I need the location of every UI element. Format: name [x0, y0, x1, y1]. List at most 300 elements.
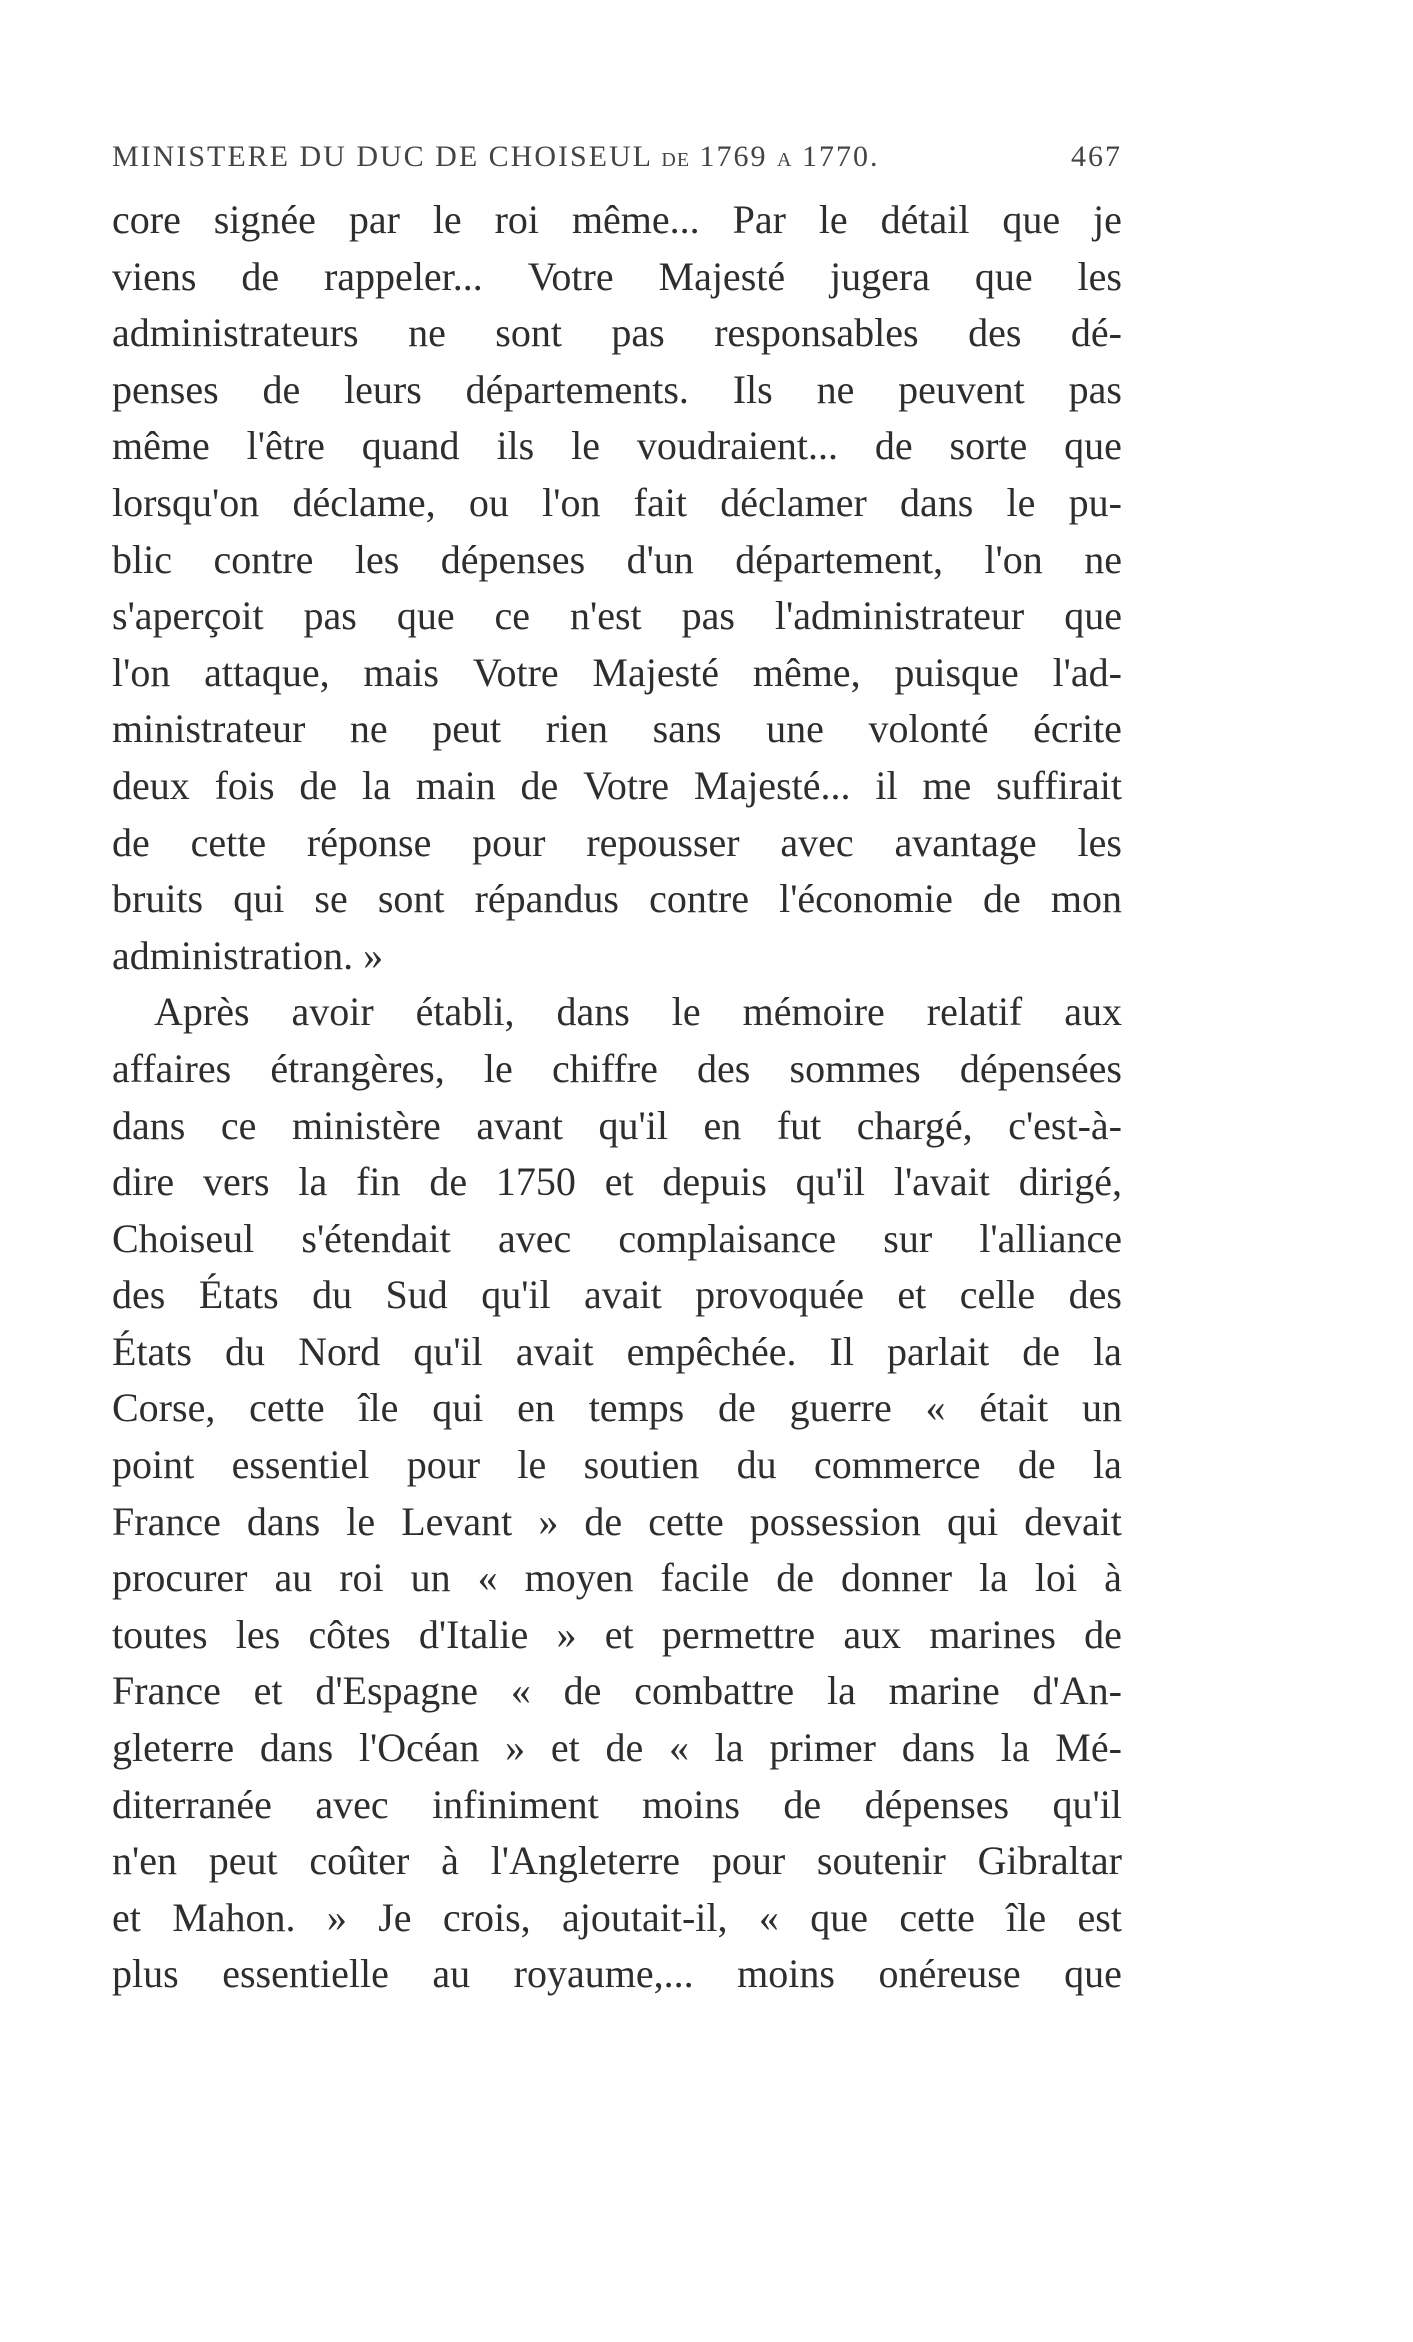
word: et [897, 1272, 927, 1318]
word: que [1002, 197, 1061, 242]
word: 1750 [495, 1159, 576, 1205]
text-line [112, 1041, 1122, 1098]
word: des [968, 310, 1022, 356]
text-line [112, 1437, 1122, 1494]
word: ne [816, 366, 855, 412]
word: marine [888, 1668, 1000, 1714]
word: je [1093, 197, 1122, 242]
word: toutes [112, 1611, 208, 1657]
word: Corse, [112, 1385, 216, 1431]
word: ministrateur [112, 706, 306, 752]
word: chiffre [551, 1045, 658, 1091]
word: volonté [868, 706, 989, 752]
word: Majesté... [693, 762, 851, 808]
word: la [362, 762, 391, 808]
book-page [112, 140, 1122, 2003]
running-head [112, 140, 1122, 190]
word: dépenses [864, 1781, 1010, 1827]
word: qu'il [413, 1328, 483, 1374]
word: l'on [542, 479, 601, 525]
word: lorsqu'on [112, 479, 260, 525]
word: roi [494, 197, 540, 242]
word: ou [468, 479, 509, 525]
word: qu'il [481, 1272, 551, 1318]
word: chargé, [856, 1102, 973, 1148]
word: penses [112, 366, 219, 412]
word: n'est [570, 593, 642, 639]
word: dépenses [440, 536, 586, 582]
word: même, [752, 649, 861, 695]
word: avantage [894, 819, 1037, 865]
word: le [517, 1442, 547, 1488]
text-line [112, 815, 1122, 872]
text-line [112, 1380, 1122, 1437]
word: ajoutait-il, [562, 1894, 728, 1940]
word: est [1077, 1894, 1122, 1940]
word: repousser [586, 819, 740, 865]
word: les [235, 1611, 281, 1657]
word: procurer [112, 1555, 248, 1601]
word: fut [776, 1102, 822, 1148]
word: et [112, 1894, 141, 1940]
word: responsables [714, 310, 919, 356]
word: s'étendait [301, 1215, 451, 1261]
text-line [112, 758, 1122, 815]
word: et [604, 1159, 634, 1205]
word: diterranée [112, 1781, 272, 1827]
text-line [112, 1720, 1122, 1777]
word: avec [780, 819, 854, 865]
word: avait [515, 1328, 594, 1374]
word: cette [190, 819, 267, 865]
word: d'Espagne [315, 1668, 479, 1714]
word: aux [843, 1611, 902, 1657]
text-line [112, 1324, 1122, 1381]
word: qui [947, 1498, 999, 1544]
word: de [776, 1555, 815, 1601]
word: déclamer [720, 479, 867, 525]
word: pour [406, 1442, 481, 1488]
text-line [112, 1098, 1122, 1155]
text-line [112, 1777, 1122, 1834]
word: le [571, 423, 600, 469]
word: » [505, 1725, 526, 1771]
word: soutien [583, 1442, 700, 1488]
word: infiniment [432, 1781, 599, 1827]
text-line [112, 362, 1122, 419]
word: c'est-à- [1008, 1102, 1122, 1148]
word: dans [259, 1725, 334, 1771]
word: dans [901, 1725, 976, 1771]
word: établi, [415, 989, 515, 1035]
word: l'on [984, 536, 1043, 582]
word: point [112, 1442, 195, 1488]
word: facile [660, 1555, 750, 1601]
word: étrangères, [270, 1045, 445, 1091]
text-line [112, 1833, 1122, 1890]
word: Votre [527, 253, 614, 299]
word: de [982, 876, 1021, 922]
word: « [510, 1668, 531, 1714]
word: le [1006, 479, 1036, 525]
word: affaires [112, 1045, 232, 1091]
word: États [112, 1328, 192, 1374]
word: » [363, 932, 384, 978]
word: du [225, 1328, 266, 1374]
running-title-year-end: 1770. [802, 140, 880, 173]
word: île [358, 1385, 399, 1431]
word: Je [378, 1894, 412, 1940]
word: voudraient... [636, 423, 838, 469]
text-line [112, 1607, 1122, 1664]
word: dans [112, 1102, 186, 1148]
text-line [112, 871, 1122, 928]
page-number: 467 [1071, 140, 1122, 173]
word: sont [495, 310, 562, 356]
text-line [112, 418, 1122, 475]
word: de [584, 1498, 623, 1544]
word: pas [303, 593, 357, 639]
word: complaisance [618, 1215, 837, 1261]
word: provoquée [695, 1272, 864, 1318]
word: la [298, 1159, 328, 1205]
word: Il [829, 1328, 854, 1374]
word: puisque [894, 649, 1019, 695]
word: même... [571, 197, 700, 242]
word: fin [356, 1159, 401, 1205]
word: un [410, 1555, 451, 1601]
word: les [354, 536, 400, 582]
word: signée [213, 197, 316, 242]
word: cette [899, 1894, 975, 1940]
word: de [1084, 1611, 1122, 1657]
word: était [979, 1385, 1049, 1431]
word: qui [432, 1385, 484, 1431]
word: les [1077, 253, 1122, 299]
word: pour [711, 1838, 786, 1884]
word: Nord [298, 1328, 381, 1374]
word: moins [737, 1951, 835, 1997]
word: de [429, 1159, 468, 1205]
word: que [974, 253, 1033, 299]
word: commerce [813, 1442, 981, 1488]
word: combattre [634, 1668, 795, 1714]
word: dans [246, 1498, 321, 1544]
word: qu'il [598, 1102, 668, 1148]
word: marines [929, 1611, 1056, 1657]
word: quand [361, 423, 460, 469]
word: par [348, 197, 400, 242]
word: parlait [887, 1328, 990, 1374]
word: essentielle [222, 1951, 389, 1997]
word: » [538, 1498, 559, 1544]
running-title-a: A [777, 149, 793, 171]
word: plus [112, 1951, 179, 1997]
word: crois, [442, 1894, 531, 1940]
running-title-de: DE [661, 149, 691, 171]
word: avoir [291, 989, 374, 1035]
word: Mahon. [172, 1894, 296, 1940]
word: de [783, 1781, 822, 1827]
word: pu- [1068, 479, 1122, 525]
word: au [274, 1555, 313, 1601]
text-line [112, 1267, 1122, 1324]
word: le [818, 197, 848, 242]
word: peuvent [898, 366, 1025, 412]
word: pas [1068, 366, 1122, 412]
text-line [112, 1154, 1122, 1211]
word: main [415, 762, 496, 808]
word: île [1006, 1894, 1047, 1940]
word: des [1068, 1272, 1122, 1318]
word: le [346, 1498, 376, 1544]
word: essentiel [231, 1442, 370, 1488]
word: n'en [112, 1838, 177, 1884]
word: possession [749, 1498, 921, 1544]
word: en [703, 1102, 742, 1148]
text-line [112, 305, 1122, 362]
word: moins [642, 1781, 740, 1827]
word: ce [494, 593, 531, 639]
word: France [112, 1498, 221, 1544]
word: rien [545, 706, 608, 752]
word: du [312, 1272, 353, 1318]
word: dé- [1070, 310, 1122, 356]
word: contre [213, 536, 314, 582]
word: core [112, 197, 181, 242]
word: le [483, 1045, 513, 1091]
word: un [1082, 1385, 1122, 1431]
word: avant [476, 1102, 563, 1148]
word: États [198, 1272, 279, 1318]
word: de [262, 366, 301, 412]
text-line [112, 532, 1122, 589]
word: guerre [789, 1385, 892, 1431]
word: viens [112, 253, 197, 299]
word: que [1064, 1951, 1122, 1997]
word: Ils [732, 366, 773, 412]
word: de [1022, 1328, 1061, 1374]
text-line [112, 645, 1122, 702]
word: ne [349, 706, 388, 752]
word: avec [497, 1215, 572, 1261]
word: » [556, 1611, 577, 1657]
word: bruits [112, 876, 204, 922]
word: l'avait [893, 1159, 990, 1205]
word: qu'il [1052, 1781, 1122, 1827]
word: l'Océan [358, 1725, 480, 1771]
word: Sud [385, 1272, 448, 1318]
text-line [112, 588, 1122, 645]
text-line [112, 1550, 1122, 1607]
text-line [112, 1890, 1122, 1947]
word: gleterre [112, 1725, 235, 1771]
word: de [1017, 1442, 1056, 1488]
word: devait [1024, 1498, 1122, 1544]
word: temps [588, 1385, 685, 1431]
word: d'un [626, 536, 694, 582]
word: soutenir [816, 1838, 946, 1884]
word: département, [735, 536, 943, 582]
word: coûter [309, 1838, 410, 1884]
word: leurs [344, 366, 422, 412]
word: sommes [789, 1045, 921, 1091]
word: pas [611, 310, 665, 356]
word: en [517, 1385, 555, 1431]
word: ne [1084, 536, 1122, 582]
word: d'Italie [418, 1611, 529, 1657]
word: que [1064, 423, 1122, 469]
word: côtes [308, 1611, 391, 1657]
word: Majesté [592, 649, 720, 695]
word: fois [214, 762, 275, 808]
text-line [112, 928, 1122, 985]
word: vers [202, 1159, 270, 1205]
word: de [520, 762, 559, 808]
word: peut [208, 1838, 278, 1884]
word: au [432, 1951, 471, 1997]
word: des [697, 1045, 751, 1091]
word: écrite [1033, 706, 1122, 752]
word: déclame, [292, 479, 436, 525]
word: l'alliance [979, 1215, 1122, 1261]
word: à [1104, 1555, 1122, 1601]
word: de [299, 762, 338, 808]
word: relatif [926, 989, 1023, 1035]
word: les [1077, 819, 1122, 865]
word: dirigé, [1018, 1159, 1122, 1205]
word: l'administrateur [774, 593, 1025, 639]
running-title [112, 140, 880, 174]
word: loi [1034, 1555, 1078, 1601]
word: qui [233, 876, 285, 922]
word: jugera [830, 253, 930, 299]
text-line [112, 1211, 1122, 1268]
word: attaque, [204, 649, 330, 695]
text-line [112, 1494, 1122, 1551]
word: que [1064, 593, 1122, 639]
word: la [979, 1555, 1008, 1601]
word: ne [408, 310, 446, 356]
word: celle [959, 1272, 1036, 1318]
word: ils [496, 423, 535, 469]
word: administrateurs [112, 310, 359, 356]
word: l'être [246, 423, 325, 469]
word: Après [154, 989, 250, 1035]
word: « [668, 1725, 689, 1771]
word: l'ad- [1052, 649, 1122, 695]
word: depuis [662, 1159, 767, 1205]
word: et [550, 1725, 580, 1771]
word: moyen [524, 1555, 634, 1601]
text-line [112, 475, 1122, 532]
word: cette [648, 1498, 724, 1544]
word: sont [377, 876, 445, 922]
word: départements. [465, 366, 689, 412]
word: Majesté [658, 253, 786, 299]
word: dire [112, 1159, 175, 1205]
word: Gibraltar [977, 1838, 1122, 1884]
word: de [563, 1668, 602, 1714]
word: royaume,... [513, 1951, 694, 1997]
word: Votre [583, 762, 670, 808]
word: fait [633, 479, 687, 525]
word: du [736, 1442, 777, 1488]
text-line [112, 1663, 1122, 1720]
word: de [718, 1385, 756, 1431]
text-line [112, 984, 1122, 1041]
word: avec [315, 1781, 389, 1827]
word: Mé- [1055, 1725, 1122, 1771]
word: dans [899, 479, 974, 525]
word: de [112, 819, 150, 865]
word: la [826, 1668, 856, 1714]
word: l'on [112, 649, 171, 695]
word: Choiseul [112, 1215, 255, 1261]
word: Par [732, 197, 786, 242]
word: pour [472, 819, 546, 865]
word: la [1000, 1725, 1030, 1771]
body-text [112, 192, 1122, 2003]
word: dépensées [959, 1045, 1122, 1091]
word: contre [649, 876, 750, 922]
word: une [766, 706, 824, 752]
text-line [112, 701, 1122, 758]
word: blic [112, 536, 172, 582]
word: même [112, 423, 210, 469]
word: onéreuse [878, 1951, 1021, 1997]
text-line [112, 249, 1122, 306]
text-line [112, 192, 1122, 249]
word: se [314, 876, 348, 922]
running-title-main: MINISTERE DU DUC DE CHOISEUL [112, 140, 652, 173]
word: suffirait [996, 762, 1122, 808]
word: « [925, 1385, 946, 1431]
word: et [604, 1611, 634, 1657]
word: et [253, 1668, 283, 1714]
word: aux [1064, 989, 1122, 1035]
word: peut [432, 706, 502, 752]
word: « [758, 1894, 779, 1940]
word: s'aperçoit [112, 593, 264, 639]
word: Votre [472, 649, 559, 695]
word: de [605, 1725, 644, 1771]
word: mon [1050, 876, 1122, 922]
word: rappeler... [323, 253, 483, 299]
word: « [477, 1555, 498, 1601]
word: à [441, 1838, 459, 1884]
word: empêchée. [626, 1328, 797, 1374]
word: ce [220, 1102, 257, 1148]
word: me [922, 762, 972, 808]
word: roi [339, 1555, 384, 1601]
word: la [1093, 1328, 1122, 1374]
word: mémoire [742, 989, 885, 1035]
word: le [432, 197, 462, 242]
word: des [112, 1272, 166, 1318]
word: qu'il [795, 1159, 866, 1205]
word: le [671, 989, 701, 1035]
word: la [714, 1725, 744, 1771]
word: cette [249, 1385, 325, 1431]
word: que [810, 1894, 868, 1940]
word: avait [584, 1272, 662, 1318]
word: ministère [291, 1102, 441, 1148]
word: il [875, 762, 898, 808]
word: primer [769, 1725, 876, 1771]
word: permettre [661, 1611, 816, 1657]
word: administration. [112, 932, 364, 978]
